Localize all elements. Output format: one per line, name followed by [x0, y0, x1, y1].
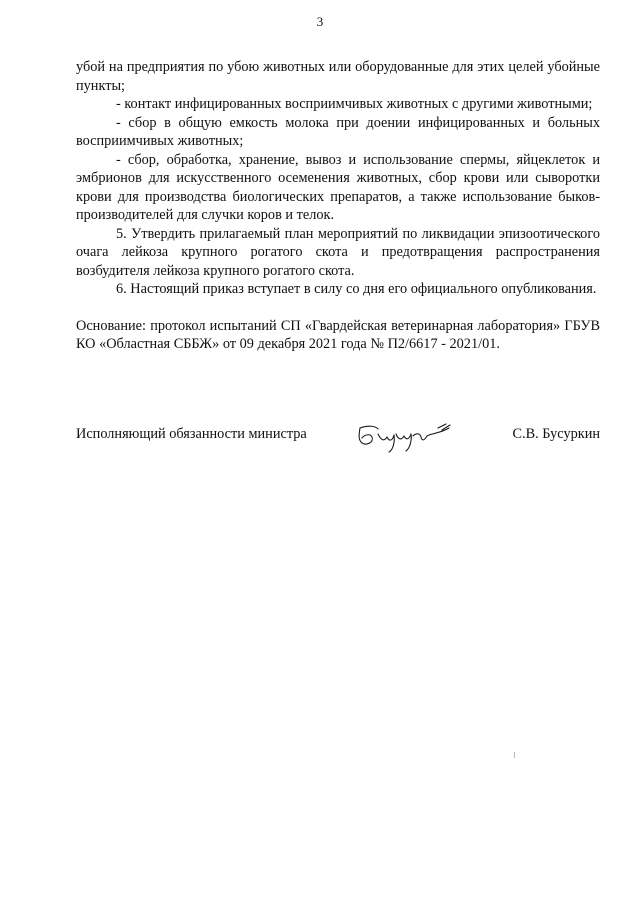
signer-position: Исполняющий обязанности министра [76, 426, 307, 442]
paragraph-slaughter: убой на предприятия по убою животных или оборудованные для этих целей убойные пункты; [76, 59, 600, 94]
signer-name: С.В. Бусуркин [512, 426, 600, 442]
document-body [76, 58, 600, 354]
paragraph-contact: - контакт инфицированных восприимчивых животных с другими животными; [116, 96, 593, 112]
paragraph-plan: 5. Утвердить прилагаемый план мероприятий по ликвидации эпизоотического очага лейкоза крупного рогатого скота и предотвращения распространения возбудителя лейкоза крупного рогатого скота. [76, 225, 600, 279]
signature-block [76, 420, 600, 456]
basis-note: Основание: протокол испытаний СП «Гвардейская ветеринарная лаборатория» ГБУВ КО «Областная СББЖ» от 09 декабря 2021 года № П2/6617 - 2021/01. [76, 317, 600, 352]
paragraph-milk: - сбор в общую емкость молока при доении инфицированных и больных восприимчивых животных; [76, 114, 600, 149]
spacer [76, 299, 600, 317]
scan-artifact [514, 752, 515, 758]
page-number: 3 [316, 14, 324, 29]
paragraph-sperm: - сбор, обработка, хранение, вывоз и использование спермы, яйцеклеток и эмбрионов для искусственного осеменения животных, сбор крови или сыворотки крови для производства биологических препаратов, а также использование быков-производителей для случки коров и телок. [76, 151, 600, 223]
paragraph-effective: 6. Настоящий приказ вступает в силу со дня его официального опубликования. [116, 281, 597, 297]
handwritten-signature [354, 420, 454, 454]
